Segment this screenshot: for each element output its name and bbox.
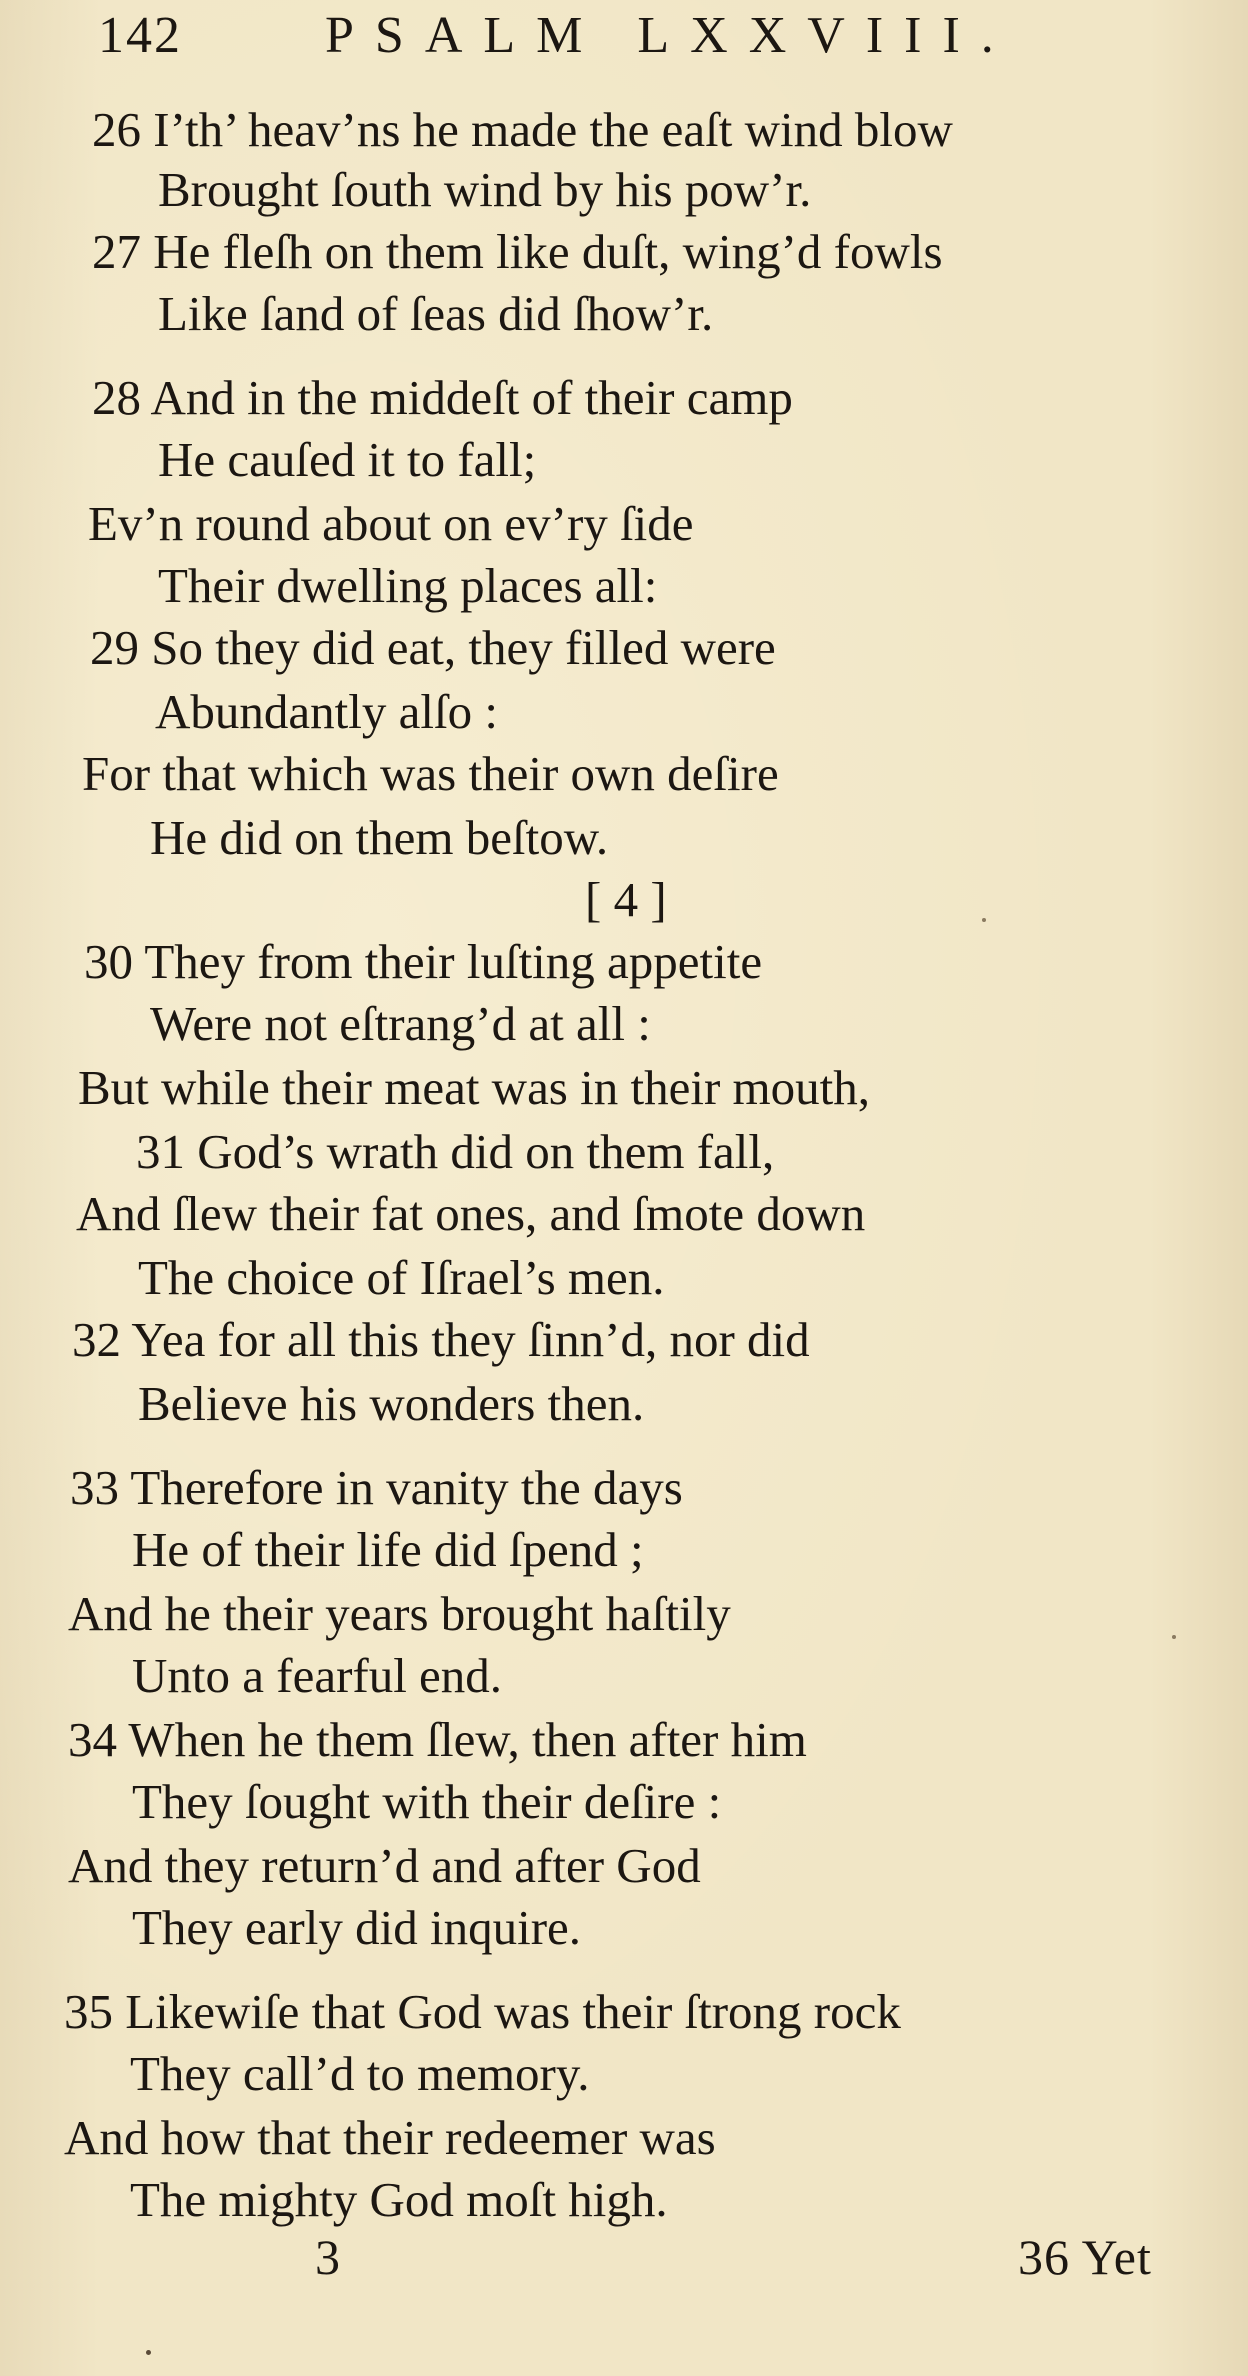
verse-line: 26 I’th’ heav’ns he made the eaſt wind blow [92, 102, 953, 157]
verse-line: And ſlew their fat ones, and ſmote down [76, 1186, 866, 1241]
verse-line: 32 Yea for all this they ſinn’d, nor did [72, 1312, 810, 1367]
verse-line: Abundantly alſo : [155, 684, 498, 739]
verse-line: He of their life did ſpend ; [132, 1522, 644, 1577]
verse-line: He cauſed it to fall; [158, 432, 537, 487]
verse-line: And they return’d and after God [68, 1838, 701, 1893]
ink-speck [982, 918, 986, 922]
verse-line: 34 When he them ſlew, then after him [68, 1712, 807, 1767]
verse-line: The choice of Iſrael’s men. [138, 1250, 665, 1305]
verse-line: Unto a fearful end. [132, 1648, 503, 1703]
verse-line: Brought ſouth wind by his pow’r. [158, 162, 812, 217]
verse-line: Like ſand of ſeas did ſhow’r. [158, 286, 714, 341]
verse-line: 35 Likewiſe that God was their ſtrong rock [64, 1984, 901, 2039]
verse-line: But while their meat was in their mouth, [78, 1060, 871, 1115]
running-title: PSALM LXXVIII. [325, 7, 1015, 64]
catchword: 36 Yet [1018, 2229, 1152, 2285]
verse-line: They ſought with their deſire : [132, 1774, 722, 1829]
verse-line: 29 So they did eat, they filled were [90, 620, 776, 675]
page-number: 142 [98, 7, 182, 64]
page-header [0, 6, 1248, 72]
verse-line: Believe his wonders then. [138, 1376, 645, 1431]
verse-line: He did on them beſtow. [150, 810, 609, 865]
signature-mark: 3 [315, 2229, 340, 2285]
verse-line: 28 And in the middeſt of their camp [92, 370, 793, 425]
verse-line: And he their years brought haſtily [68, 1586, 731, 1641]
verse-line: 30 They from their luſting appetite [84, 934, 763, 989]
section-number: [ 4 ] [585, 872, 667, 927]
verse-line: Their dwelling places all: [158, 558, 658, 613]
verse-line: Ev’n round about on ev’ry ſide [88, 496, 694, 551]
verse-line: They early did inquire. [132, 1900, 582, 1955]
verse-line: And how that their redeemer was [64, 2110, 716, 2165]
verse-line: 33 Therefore in vanity the days [70, 1460, 683, 1515]
verse-line: For that which was their own deſire [82, 746, 779, 801]
verse-line: 27 He fleſh on them like duſt, wing’d fowls [92, 224, 943, 279]
verse-line: Were not eſtrang’d at all : [150, 996, 651, 1051]
verse-line: The mighty God moſt high. [130, 2172, 668, 2227]
verse-line: They call’d to memory. [130, 2046, 590, 2101]
verse-line: 31 God’s wrath did on them fall, [136, 1124, 775, 1179]
ink-speck [146, 2350, 151, 2355]
ink-speck [1172, 1635, 1176, 1639]
